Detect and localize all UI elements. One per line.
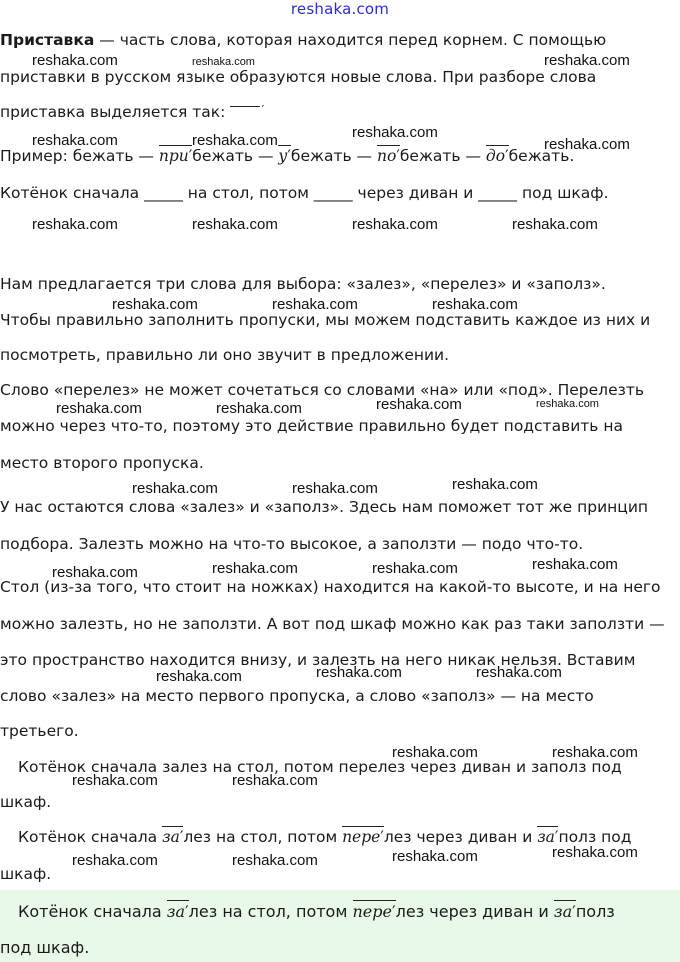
answer-line-2: под шкаф. — [0, 938, 90, 957]
watermark: reshaka.com — [292, 480, 378, 497]
explanation-line-6: место второго пропуска. — [0, 454, 204, 472]
marked-text-b: лез на стол, потом — [183, 828, 343, 846]
definition-line-3 — [0, 103, 260, 121]
explanation-line-2: Чтобы правильно заполнить пропуски, мы можем подставить каждое из них и — [0, 311, 651, 329]
watermark: reshaka.com — [112, 296, 198, 313]
watermark: reshaka.com — [52, 564, 138, 581]
watermark: reshaka.com — [156, 668, 242, 685]
watermark: reshaka.com — [432, 296, 518, 313]
marked-prefix-1: за ′ — [162, 826, 183, 846]
example-prefix-2: у ′ — [278, 145, 291, 165]
definition-line-2: приставки в русском языке образуются новые слова. При разборе слова — [0, 68, 597, 86]
explanation-line-13: третьего. — [0, 722, 79, 740]
watermark: reshaka.com — [512, 216, 598, 233]
site-header-watermark[interactable]: reshaka.com — [290, 0, 390, 18]
explanation-line-10: можно залезть, но не заползти. А вот под шкаф можно как раз таки заползти — — [0, 615, 665, 633]
watermark: reshaka.com — [272, 296, 358, 313]
watermark: reshaka.com — [72, 852, 158, 869]
watermark: reshaka.com — [192, 132, 278, 149]
example-prefix-3: по ′ — [377, 145, 400, 165]
answer-text-a: Котёнок сначала — [18, 902, 167, 921]
watermark: reshaka.com — [476, 664, 562, 681]
marked-sentence-line-1 — [18, 828, 631, 846]
prefix-mark-symbol — [230, 106, 260, 107]
watermark: reshaka.com — [192, 56, 255, 68]
example-word-3: бежать — — [399, 147, 486, 165]
example-word-2: бежать — — [290, 147, 377, 165]
explanation-line-9: Стол (из-за того, что стоит на ножках) находится на какой-то высоте, и на него — [0, 578, 661, 596]
definition-text: — часть слова, которая находится перед корнем. С помощью — [94, 31, 607, 49]
watermark: reshaka.com — [552, 844, 638, 861]
marked-text-a: Котёнок сначала — [18, 828, 163, 846]
watermark: reshaka.com — [212, 560, 298, 577]
answer-box — [0, 890, 680, 962]
explanation-line-1: Нам предлагается три слова для выбора: «залез», «перелез» и «заполз». — [0, 275, 606, 293]
answer-prefix-1: за ′ — [167, 900, 189, 921]
watermark: reshaka.com — [392, 744, 478, 761]
watermark: reshaka.com — [216, 400, 302, 417]
filled-sentence-line-2: шкаф. — [0, 793, 52, 811]
watermark: reshaka.com — [376, 396, 462, 413]
marked-prefix-2: пере ′ — [342, 826, 384, 846]
watermark: reshaka.com — [552, 744, 638, 761]
watermark: reshaka.com — [232, 772, 318, 789]
watermark: reshaka.com — [536, 398, 599, 410]
watermark: reshaka.com — [32, 132, 118, 149]
answer-text-b: лез на стол, потом — [188, 902, 353, 921]
definition-line-3-text: приставка выделяется так: — [0, 103, 226, 121]
watermark: reshaka.com — [392, 848, 478, 865]
watermark: reshaka.com — [316, 664, 402, 681]
task-sentence: Котёнок сначала _____ на стол, потом _____ через диван и _____ под шкаф. — [0, 184, 609, 202]
watermark: reshaka.com — [56, 400, 142, 417]
explanation-line-5: можно через что-то, поэтому это действие правильно будет подставить на — [0, 417, 623, 435]
definition-line-1 — [0, 31, 606, 49]
watermark: reshaka.com — [544, 136, 630, 153]
example-label: Пример: бежать — — [0, 147, 159, 165]
watermark: reshaka.com — [192, 216, 278, 233]
watermark: reshaka.com — [532, 556, 618, 573]
watermark: reshaka.com — [352, 124, 438, 141]
example-word-4: бежать. — [508, 147, 575, 165]
marked-text-d: полз под — [558, 828, 632, 846]
answer-line-1 — [18, 902, 615, 921]
example-prefix-1: при ′ — [159, 145, 192, 165]
watermark: reshaka.com — [352, 216, 438, 233]
watermark: reshaka.com — [544, 52, 630, 69]
watermark: reshaka.com — [132, 480, 218, 497]
watermark: reshaka.com — [32, 52, 118, 69]
watermark: reshaka.com — [32, 216, 118, 233]
watermark: reshaka.com — [72, 772, 158, 789]
explanation-line-7: У нас остаются слова «залез» и «заполз». Здесь нам поможет тот же принцип — [0, 498, 649, 516]
explanation-line-12: слово «залез» на место первого пропуска, а слово «заполз» — на место — [0, 687, 594, 705]
explanation-line-8: подбора. Залезть можно на что-то высокое, а заползти — подо что-то. — [0, 535, 584, 553]
explanation-line-3: посмотреть, правильно ли оно звучит в предложении. — [0, 346, 450, 364]
example-prefix-4: до ′ — [486, 145, 509, 165]
answer-text-c: лез через диван и — [395, 902, 554, 921]
filled-sentence-line-1: Котёнок сначала залез на стол, потом перелез через диван и заполз под — [18, 758, 622, 776]
watermark: reshaka.com — [452, 476, 538, 493]
example-word-1: бежать — — [192, 147, 279, 165]
answer-prefix-2: пере ′ — [353, 900, 396, 921]
answer-prefix-3: за ′ — [554, 900, 576, 921]
explanation-line-4: Слово «перелез» не может сочетаться со словами «на» или «под». Перелезть — [0, 381, 645, 399]
explanation-line-11: это пространство находится внизу, и залезть на него никак нельзя. Вставим — [0, 651, 636, 669]
definition-term: Приставка — [0, 31, 95, 49]
marked-prefix-3: за ′ — [537, 826, 558, 846]
marked-sentence-line-2: шкаф. — [0, 865, 52, 883]
answer-text-d: полз — [575, 902, 615, 921]
example-line — [0, 147, 574, 165]
marked-text-c: лез через диван и — [383, 828, 538, 846]
watermark: reshaka.com — [372, 560, 458, 577]
watermark: reshaka.com — [232, 852, 318, 869]
